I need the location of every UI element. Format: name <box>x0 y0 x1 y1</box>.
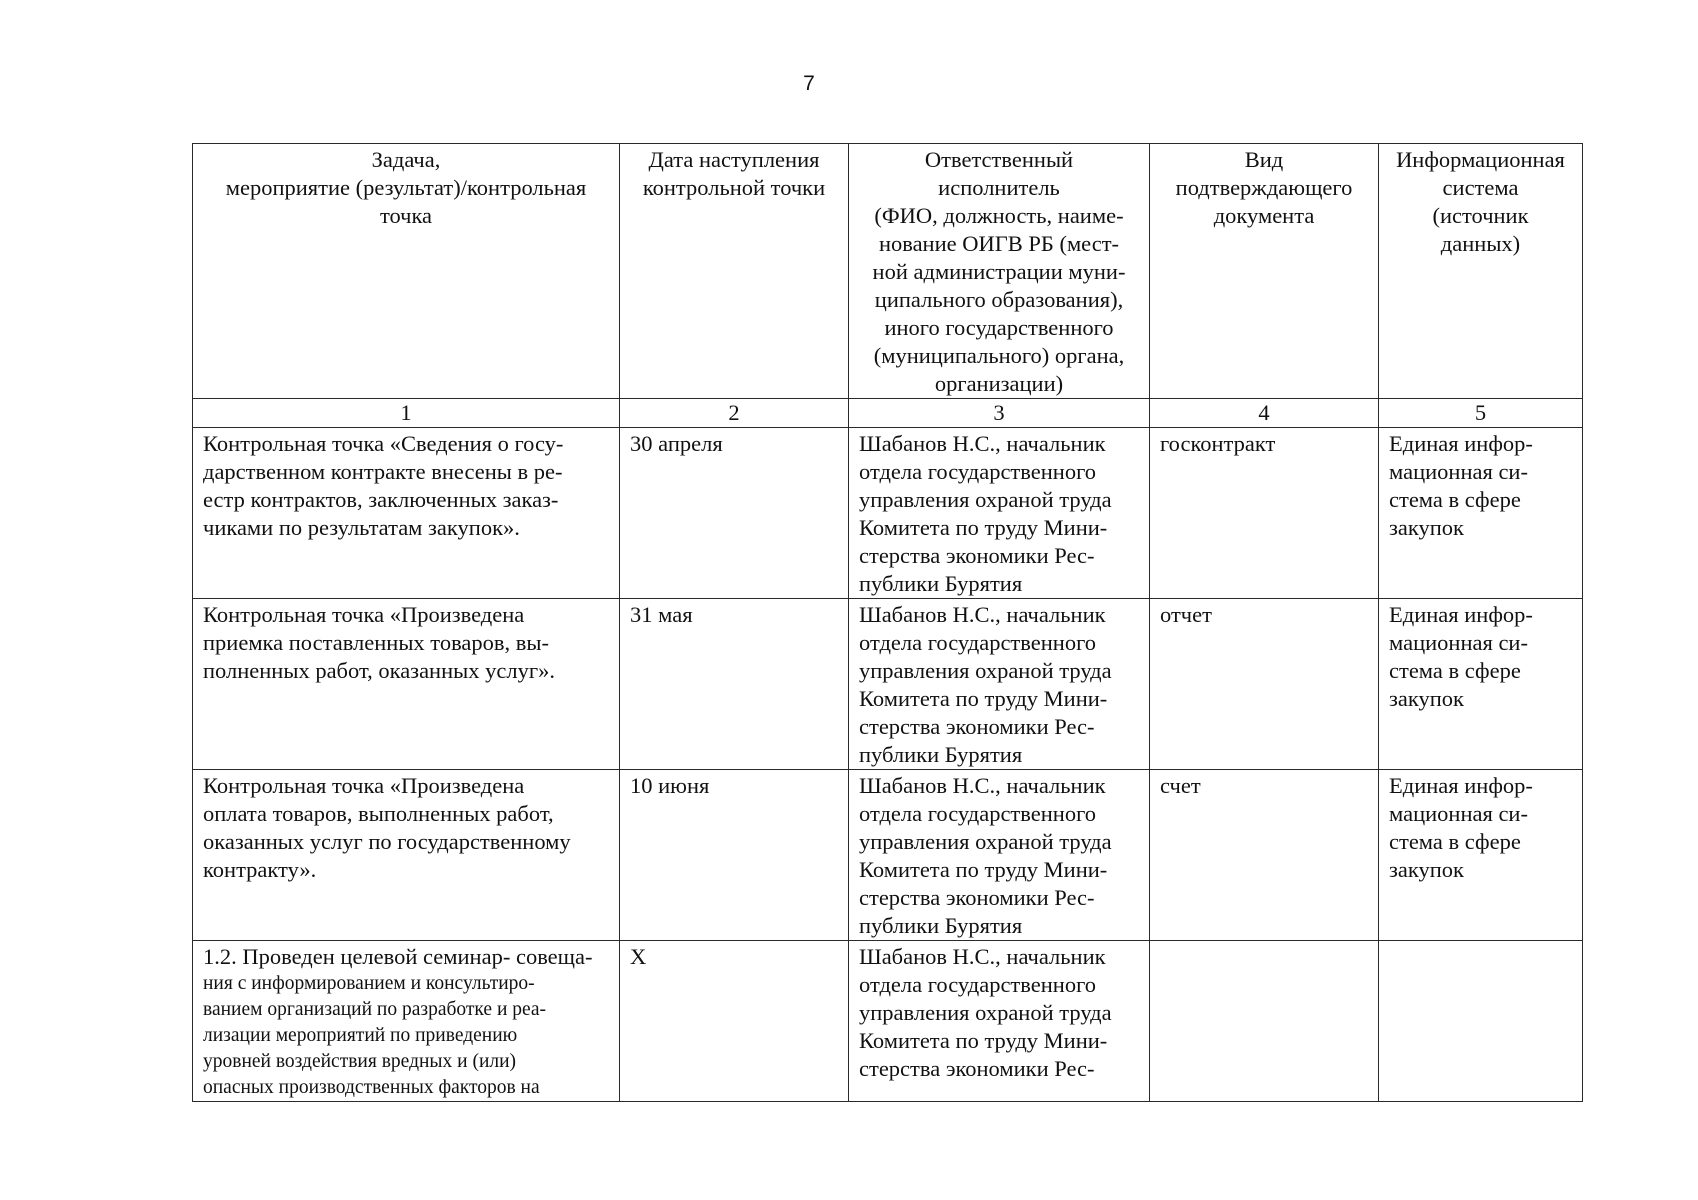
document-type-cell: счет <box>1150 770 1379 941</box>
table-row <box>193 428 1583 599</box>
executor-cell: Шабанов Н.С., начальник отдела государственного управления охраной труда Комитета по труду Мини- стерства экономики Рес- публики Бурятия <box>849 599 1150 770</box>
executor-cell: Шабанов Н.С., начальник отдела государственного управления охраной труда Комитета по труду Мини- стерства экономики Рес- <box>849 941 1150 1102</box>
task-cell <box>193 941 620 1102</box>
header-document-type: Вид подтверждающего документа <box>1150 144 1379 399</box>
column-number: 4 <box>1150 399 1379 428</box>
date-cell: 31 мая <box>620 599 849 770</box>
header-task: Задача, мероприятие (результат)/контрольная точка <box>193 144 620 399</box>
information-system-cell <box>1379 941 1583 1102</box>
executor-cell: Шабанов Н.С., начальник отдела государственного управления охраной труда Комитета по труду Мини- стерства экономики Рес- публики Бурятия <box>849 770 1150 941</box>
task-cell: Контрольная точка «Произведена оплата товаров, выполненных работ, оказанных услуг по государственному контракту». <box>193 770 620 941</box>
information-system-cell: Единая инфор- мационная си- стема в сфере закупок <box>1379 770 1583 941</box>
date-cell: 10 июня <box>620 770 849 941</box>
document-type-cell: госконтракт <box>1150 428 1379 599</box>
header-date: Дата наступления контрольной точки <box>620 144 849 399</box>
column-number: 3 <box>849 399 1150 428</box>
executor-cell: Шабанов Н.С., начальник отдела государственного управления охраной труда Комитета по труду Мини- стерства экономики Рес- публики Бурятия <box>849 428 1150 599</box>
task-description: ния с информированием и консультиро- ванием организаций по разработке и реа- лизации мероприятий по приведению уровней воздействия вредных и (или) опасных производственных факторов на <box>203 973 547 1098</box>
task-cell: Контрольная точка «Произведена приемка поставленных товаров, вы- полненных работ, оказанных услуг». <box>193 599 620 770</box>
header-information-system: Информационная система (источник данных) <box>1379 144 1583 399</box>
table-header-row <box>193 144 1583 399</box>
table-row <box>193 599 1583 770</box>
control-points-table <box>192 143 1583 1102</box>
task-cell: Контрольная точка «Сведения о госу- дарственном контракте внесены в ре- естр контрактов, заключенных заказ- чиками по результатам закупок». <box>193 428 620 599</box>
task-title-line: 1.2. Проведен целевой семинар- совеща- <box>203 944 593 969</box>
header-executor: Ответственный исполнитель (ФИО, должность, наиме- нование ОИГВ РБ (мест- ной администрации муни- ципального образования), иного государственного (муниципального) органа, организации) <box>849 144 1150 399</box>
page-number: 7 <box>803 72 815 95</box>
column-number-row <box>193 399 1583 428</box>
information-system-cell: Единая инфор- мационная си- стема в сфере закупок <box>1379 428 1583 599</box>
date-cell: Х <box>620 941 849 1102</box>
document-type-cell: отчет <box>1150 599 1379 770</box>
column-number: 5 <box>1379 399 1583 428</box>
date-cell: 30 апреля <box>620 428 849 599</box>
column-number: 2 <box>620 399 849 428</box>
table-row <box>193 770 1583 941</box>
column-number: 1 <box>193 399 620 428</box>
information-system-cell: Единая инфор- мационная си- стема в сфере закупок <box>1379 599 1583 770</box>
table-row <box>193 941 1583 1102</box>
document-type-cell <box>1150 941 1379 1102</box>
